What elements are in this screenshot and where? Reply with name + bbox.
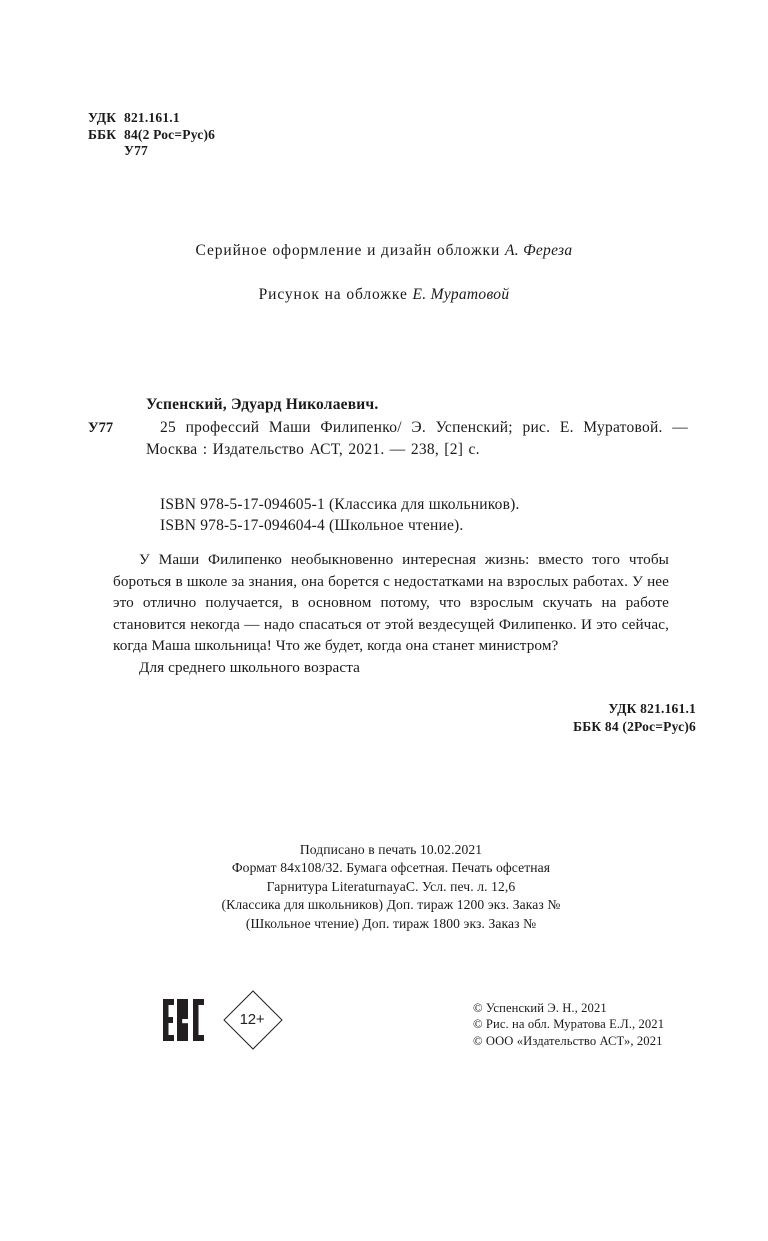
annotation-block (113, 549, 669, 678)
bbk-bottom: ББК 84 (2Рос=Рус)6 (573, 719, 696, 734)
cover-credits (0, 242, 768, 304)
copyright-line-2: © Рис. на обл. Муратова Е.Л., 2021 (473, 1017, 665, 1032)
imprint-line-3: Гарнитура LiteraturnayaC. Усл. печ. л. 12,6 (266, 878, 516, 894)
isbn-line-2: ISBN 978-5-17-094604-4 (Школьное чтение). (160, 517, 464, 534)
age-rating-label: 12+ (239, 1010, 265, 1028)
biblio-description: 25 профессий Маши Филипенко/ Э. Успенский; рис. Е. Муратовой. — Москва : Издательство АСТ, 2021. — 238, [2] с. (146, 419, 688, 458)
classification-block-bottom (573, 700, 696, 736)
eac-conformity-icon (163, 999, 207, 1041)
copyright-line-3: © ООО «Издательство АСТ», 2021 (473, 1033, 663, 1048)
credit-cover-art-text: Рисунок на обложке (258, 286, 413, 303)
biblio-body (88, 417, 688, 461)
biblio-sigil: У77 (88, 420, 114, 436)
annotation-paragraph: У Маши Филипенко необыкновенно интересная жизнь: вместо того чтобы бороться в школе за знания, она борется с недостатками на взрослых работах. У нее это отлично получается, в основном потому, что взрослым скучать на работе становится некогда — надо спасаться от этой вездесущей Филипенко. И это сейчас, когда Маша школьница! Что же будет, когда она станет министром? (113, 551, 669, 654)
biblio-author: Успенский, Эдуард Николаевич. (146, 396, 379, 413)
isbn-block (160, 494, 520, 536)
bbk-row-top (88, 127, 215, 144)
sigil-row-top (88, 143, 215, 160)
credit-series-design-text: Серийное оформление и дизайн обложки (195, 242, 505, 259)
credit-cover-art-name: Е. Муратовой (412, 286, 510, 303)
credit-series-design-name: А. Фереза (504, 242, 573, 259)
udk-bottom: УДК 821.161.1 (608, 701, 696, 716)
credit-series-design (0, 242, 768, 260)
credit-cover-art (0, 286, 768, 304)
imprint-line-4: (Классика для школьников) Доп. тираж 1200 экз. Заказ № (221, 897, 561, 913)
copyright-line-1: © Успенский Э. Н., 2021 (473, 1001, 607, 1015)
bbk-label-top: ББК (88, 126, 117, 142)
udk-label-top: УДК (88, 110, 117, 125)
imprint-line-1: Подписано в печать 10.02.2021 (299, 842, 483, 857)
classification-block-top (88, 110, 215, 160)
sigil-top: У77 (124, 143, 149, 158)
imprint-line-2: Формат 84х108/32. Бумага офсетная. Печать офсетная (231, 860, 551, 876)
bibliographic-record (88, 396, 688, 461)
udk-value-top: 821.161.1 (124, 110, 180, 125)
udk-row-top (88, 110, 215, 127)
annotation-audience: Для среднего школьного возраста (139, 658, 360, 676)
imprint-line-5: (Школьное чтение) Доп. тираж 1800 экз. Заказ № (245, 915, 537, 931)
isbn-line-1: ISBN 978-5-17-094605-1 (Классика для школьников). (160, 496, 520, 513)
copyright-block (473, 1000, 664, 1049)
imprint-block (0, 841, 768, 933)
bbk-value-top: 84(2 Рос=Рус)6 (124, 126, 216, 142)
age-rating-badge (221, 988, 283, 1050)
